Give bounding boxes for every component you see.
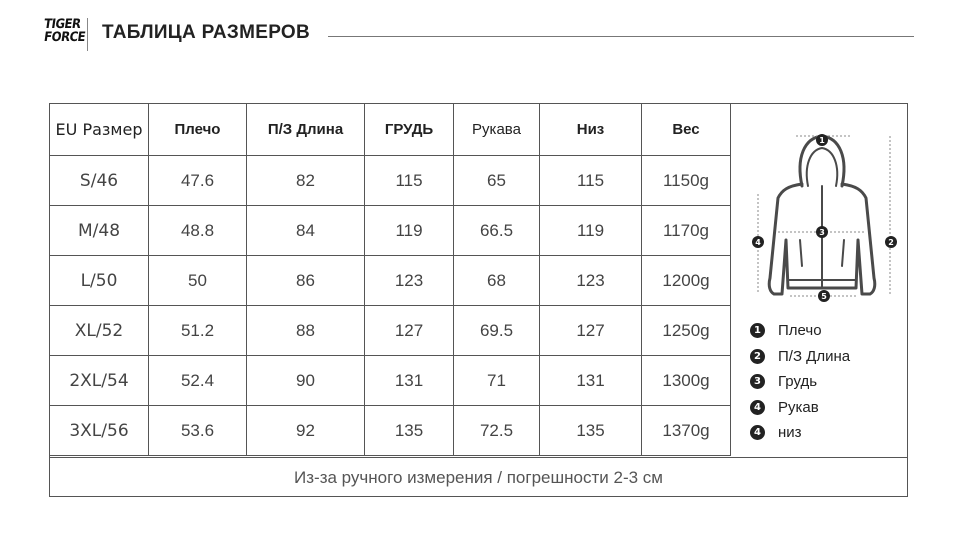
cell-hem: 131 <box>540 356 642 406</box>
cell-shoulder: 50 <box>149 256 247 306</box>
cell-shoulder: 48.8 <box>149 206 247 256</box>
cell-sleeve: 72.5 <box>454 406 540 456</box>
legend-number: 4 <box>750 425 765 440</box>
legend-item <box>750 318 850 344</box>
legend-number: 4 <box>750 400 765 415</box>
cell-chest: 131 <box>365 356 454 406</box>
brand-logo <box>42 17 87 52</box>
svg-text:1: 1 <box>819 136 825 145</box>
table-row <box>50 406 731 456</box>
cell-weight: 1300g <box>642 356 731 406</box>
marker-2 <box>885 236 897 248</box>
header-length: П/З Длина <box>247 104 365 156</box>
cell-hem: 115 <box>540 156 642 206</box>
legend-label: низ <box>778 424 802 442</box>
marker-3 <box>816 226 828 238</box>
legend-item <box>750 344 850 370</box>
cell-weight: 1250g <box>642 306 731 356</box>
cell-sleeve: 66.5 <box>454 206 540 256</box>
cell-shoulder: 52.4 <box>149 356 247 406</box>
legend-number: 1 <box>750 323 765 338</box>
cell-length: 82 <box>247 156 365 206</box>
header-divider <box>87 18 88 51</box>
cell-hem: 123 <box>540 256 642 306</box>
table-row <box>50 356 731 406</box>
title-rule <box>328 36 914 37</box>
cell-chest: 123 <box>365 256 454 306</box>
cell-hem: 119 <box>540 206 642 256</box>
header-weight: Вес <box>642 104 731 156</box>
svg-text:3: 3 <box>819 228 825 237</box>
header-size: EU Размер <box>50 104 149 156</box>
legend-label: Рукав <box>778 398 819 416</box>
header-sleeve: Рукава <box>454 104 540 156</box>
table-row <box>50 306 731 356</box>
legend-label: П/З Длина <box>778 347 851 365</box>
cell-length: 84 <box>247 206 365 256</box>
cell-size: L/50 <box>50 256 149 306</box>
cell-weight: 1200g <box>642 256 731 306</box>
legend-label: Грудь <box>778 373 818 391</box>
cell-length: 90 <box>247 356 365 406</box>
marker-4 <box>752 236 764 248</box>
cell-length: 92 <box>247 406 365 456</box>
svg-text:5: 5 <box>821 292 827 301</box>
svg-text:4: 4 <box>755 238 761 247</box>
cell-chest: 119 <box>365 206 454 256</box>
marker-1 <box>816 134 828 146</box>
logo-text-bottom: FORCE <box>42 30 87 45</box>
cell-hem: 127 <box>540 306 642 356</box>
header-chest: ГРУДЬ <box>365 104 454 156</box>
table-row <box>50 156 731 206</box>
table-row <box>50 206 731 256</box>
cell-length: 86 <box>247 256 365 306</box>
svg-text:2: 2 <box>888 238 894 247</box>
cell-sleeve: 69.5 <box>454 306 540 356</box>
cell-weight: 1370g <box>642 406 731 456</box>
cell-sleeve: 71 <box>454 356 540 406</box>
cell-shoulder: 53.6 <box>149 406 247 456</box>
cell-size: XL/52 <box>50 306 149 356</box>
cell-shoulder: 47.6 <box>149 156 247 206</box>
table-row <box>50 256 731 306</box>
cell-hem: 135 <box>540 406 642 456</box>
cell-sleeve: 65 <box>454 156 540 206</box>
cell-length: 88 <box>247 306 365 356</box>
size-table <box>49 103 731 456</box>
measurement-legend <box>750 318 850 446</box>
cell-shoulder: 51.2 <box>149 306 247 356</box>
cell-size: S/46 <box>50 156 149 206</box>
legend-item <box>750 420 850 446</box>
header-hem: Низ <box>540 104 642 156</box>
cell-weight: 1150g <box>642 156 731 206</box>
page-title: ТАБЛИЦА РАЗМЕРОВ <box>102 22 311 43</box>
header-shoulder: Плечо <box>149 104 247 156</box>
cell-sleeve: 68 <box>454 256 540 306</box>
cell-chest: 115 <box>365 156 454 206</box>
cell-weight: 1170g <box>642 206 731 256</box>
cell-size: 3XL/56 <box>50 406 149 456</box>
cell-size: M/48 <box>50 206 149 256</box>
logo-text-top: TIGER <box>42 17 82 32</box>
marker-5 <box>818 290 830 302</box>
cell-chest: 127 <box>365 306 454 356</box>
legend-number: 2 <box>750 349 765 364</box>
legend-label: Плечо <box>778 322 822 340</box>
legend-item <box>750 395 850 421</box>
table-header-row <box>50 104 731 156</box>
cell-size: 2XL/54 <box>50 356 149 406</box>
legend-item <box>750 369 850 395</box>
cell-chest: 135 <box>365 406 454 456</box>
measurement-note: Из-за ручного измерения / погрешности 2-3 см <box>49 457 908 497</box>
legend-number: 3 <box>750 374 765 389</box>
jacket-diagram <box>738 128 910 306</box>
